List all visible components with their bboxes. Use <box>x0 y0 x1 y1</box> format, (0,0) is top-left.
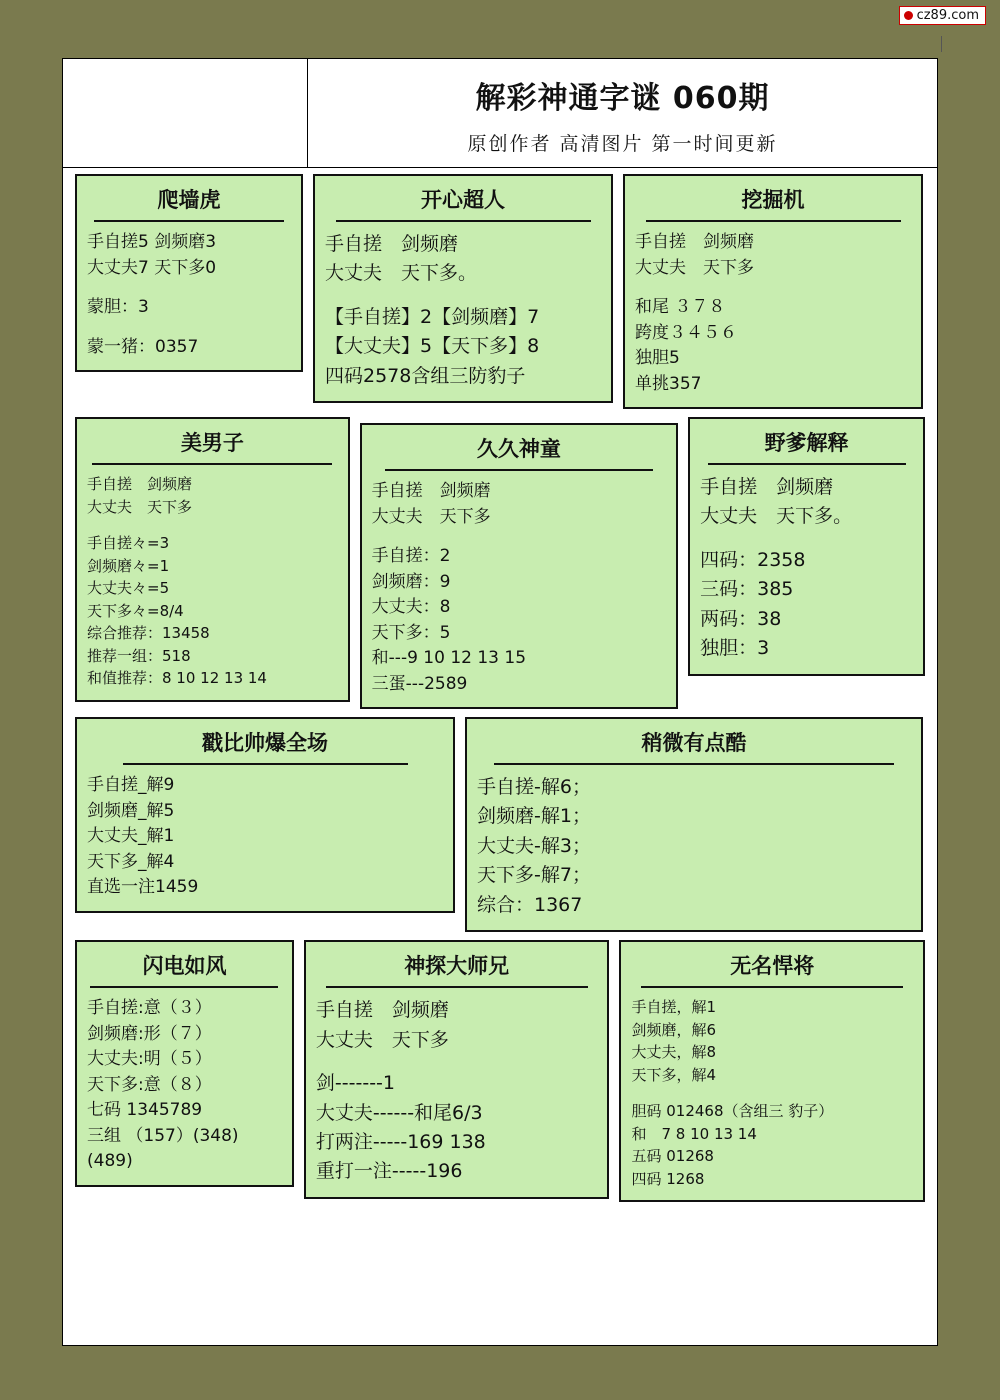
card-divider <box>94 220 284 222</box>
cards-container <box>63 168 937 1202</box>
card-line: 剑-------1 <box>315 1072 396 1095</box>
card-body <box>87 996 282 1175</box>
card-line: 大丈夫々=5 <box>87 579 170 597</box>
card-line: 五码 01268 <box>631 1147 714 1166</box>
card-line: 天下多-解7； <box>477 864 591 887</box>
card-line: 大丈夫，解8 <box>631 1043 717 1062</box>
card-shandianrufeng <box>75 940 294 1187</box>
card-line: 手自搓:意（３） <box>87 998 212 1019</box>
card-paqianghu <box>75 174 303 372</box>
card-meinanzi <box>75 417 350 702</box>
card-body <box>87 230 291 360</box>
card-line: 三码：385 <box>700 578 794 601</box>
card-line: (489) <box>87 1151 133 1172</box>
card-divider <box>646 220 901 222</box>
card-line: 【大丈夫】5【天下多】8 <box>325 335 540 358</box>
card-title: 爬墙虎 <box>157 188 221 212</box>
card-row-1 <box>75 174 925 409</box>
card-line: 直选一注1459 <box>87 877 199 897</box>
card-line: 单挑357 <box>635 373 702 394</box>
card-title: 久久神童 <box>476 437 561 461</box>
card-line: 大丈夫7 天下多0 <box>87 257 217 278</box>
card-line: 天下多，解4 <box>631 1065 717 1084</box>
card-title: 美男子 <box>180 431 244 455</box>
card-body <box>635 230 911 397</box>
card-line: 四码2578含组三防豹子 <box>325 364 526 387</box>
card-line: 【手自搓】2【剑频磨】7 <box>325 305 540 328</box>
card-body <box>325 230 601 391</box>
card-line: 天下多:意（８） <box>87 1074 212 1095</box>
card-line: 独胆5 <box>635 348 680 368</box>
card-line: 推荐一组：518 <box>87 646 191 665</box>
card-title: 闪电如风 <box>142 954 227 979</box>
card-shaoweiyoudianku <box>465 717 923 932</box>
card-divider <box>708 463 906 465</box>
card-line: 三蛋---2589 <box>371 673 468 694</box>
card-divider <box>641 986 903 988</box>
card-divider <box>92 463 332 465</box>
card-divider <box>494 763 894 765</box>
card-line: 大丈夫 天下多 <box>315 1028 449 1051</box>
card-divider <box>385 469 653 471</box>
watermark-text: cz89.com <box>916 8 979 23</box>
card-line: 胆码 012468（含组三 豹子） <box>631 1102 834 1121</box>
card-line: 手自搓5 剑频磨3 <box>87 232 217 252</box>
card-line: 四码：2358 <box>700 548 806 571</box>
page-tick-mark <box>941 36 942 52</box>
card-line: 剑频磨:形（７） <box>87 1023 212 1044</box>
card-title: 稍微有点酷 <box>641 731 747 755</box>
card-line: 手自搓 剑频磨 <box>700 476 834 498</box>
card-row-4 <box>75 940 925 1202</box>
card-line: 四码 1268 <box>631 1169 705 1188</box>
card-wajueji <box>623 174 923 409</box>
card-line: 手自搓，解1 <box>631 998 717 1017</box>
card-title: 挖掘机 <box>741 188 805 212</box>
page-header <box>63 59 937 168</box>
card-title: 神探大师兄 <box>404 954 510 979</box>
card-title: 野爹解释 <box>764 431 849 455</box>
card-line: 大丈夫 天下多 <box>371 506 491 527</box>
card-line: 大丈夫：8 <box>371 597 451 617</box>
card-row-3 <box>75 717 925 932</box>
card-jibishuaibaoquanchang <box>75 717 455 913</box>
card-line: 手自搓 剑频磨 <box>371 481 491 501</box>
card-line: 打两注-----169 138 <box>315 1130 486 1153</box>
card-line: 蒙胆：3 <box>87 297 149 317</box>
card-line: 跨度３４５６ <box>635 322 737 343</box>
card-line: 手自搓：2 <box>371 546 451 566</box>
card-line: 和---9 10 12 13 15 <box>371 648 527 668</box>
card-divider <box>123 763 408 765</box>
card-divider <box>326 986 588 988</box>
card-divider <box>336 220 591 222</box>
card-line: 独胆：3 <box>700 637 770 660</box>
card-line: 手自搓 剑频磨 <box>635 232 754 252</box>
header-left-blank <box>63 59 308 167</box>
card-line: 剑频磨-解1； <box>477 805 591 828</box>
card-line: 大丈夫 天下多。 <box>325 262 478 285</box>
page-subtitle: 原创作者 高清图片 第一时间更新 <box>467 132 778 155</box>
card-title: 开心超人 <box>421 188 505 212</box>
card-line: 两码：38 <box>700 607 782 630</box>
card-body <box>87 473 338 690</box>
card-jiujiushentong <box>360 423 678 709</box>
card-line: 综合：1367 <box>477 893 583 916</box>
card-title: 戳比帅爆全场 <box>202 731 328 755</box>
card-line: 手自搓 剑频磨 <box>325 233 459 255</box>
card-line: 手自搓々=3 <box>87 534 170 552</box>
card-yediejieshi <box>688 417 925 676</box>
card-line: 大丈夫 天下多 <box>87 497 193 516</box>
card-line: 大丈夫 天下多 <box>635 257 754 278</box>
page-title: 解彩神通字谜 060期 <box>475 80 770 116</box>
card-line: 蒙一猪：0357 <box>87 336 199 357</box>
card-body <box>372 479 666 697</box>
card-line: 大丈夫 天下多。 <box>700 505 853 528</box>
card-line: 和值推荐：8 10 12 13 14 <box>87 669 267 687</box>
card-body <box>316 996 598 1187</box>
card-line: 大丈夫-解3； <box>477 834 591 857</box>
card-line: 天下多々=8/4 <box>87 601 184 620</box>
card-shentandashixiong <box>304 940 610 1199</box>
card-row-2 <box>75 417 925 709</box>
watermark <box>899 6 986 25</box>
card-wumianhanjiang <box>619 940 925 1202</box>
card-line: 七码 1345789 <box>87 1100 203 1121</box>
card-line: 剑频磨：9 <box>371 571 451 592</box>
card-line: 大丈夫------和尾6/3 <box>315 1101 483 1124</box>
card-line: 综合推荐：13458 <box>87 624 210 642</box>
card-body <box>87 773 443 901</box>
card-line: 和尾 ３７８ <box>635 297 726 317</box>
card-line: 手自搓 剑频磨 <box>315 999 449 1022</box>
card-line: 剑频磨，解6 <box>631 1020 717 1039</box>
card-line: 手自搓 剑频磨 <box>87 475 193 493</box>
document-page <box>62 58 938 1346</box>
card-title: 无名悍将 <box>730 954 815 979</box>
card-line: 大丈夫_解1 <box>87 826 175 846</box>
card-line: 三组 （157）(348) <box>87 1125 239 1146</box>
card-divider <box>90 986 278 988</box>
header-right <box>308 59 937 167</box>
card-line: 手自搓-解6； <box>477 776 591 798</box>
card-line: 天下多_解4 <box>87 851 175 872</box>
card-kaixinchaoren <box>313 174 613 403</box>
card-line: 天下多：5 <box>371 622 451 643</box>
card-body <box>631 996 913 1190</box>
card-body <box>700 473 913 664</box>
card-line: 剑频磨_解5 <box>87 800 175 821</box>
card-line: 手自搓_解9 <box>87 775 175 795</box>
card-line: 和 7 8 10 13 14 <box>631 1124 757 1143</box>
card-body <box>477 773 911 920</box>
watermark-dot-icon <box>904 11 913 20</box>
card-line: 重打一注-----196 <box>315 1160 463 1183</box>
card-line: 剑频磨々=1 <box>87 556 170 575</box>
card-line: 大丈夫:明（５） <box>87 1049 212 1070</box>
